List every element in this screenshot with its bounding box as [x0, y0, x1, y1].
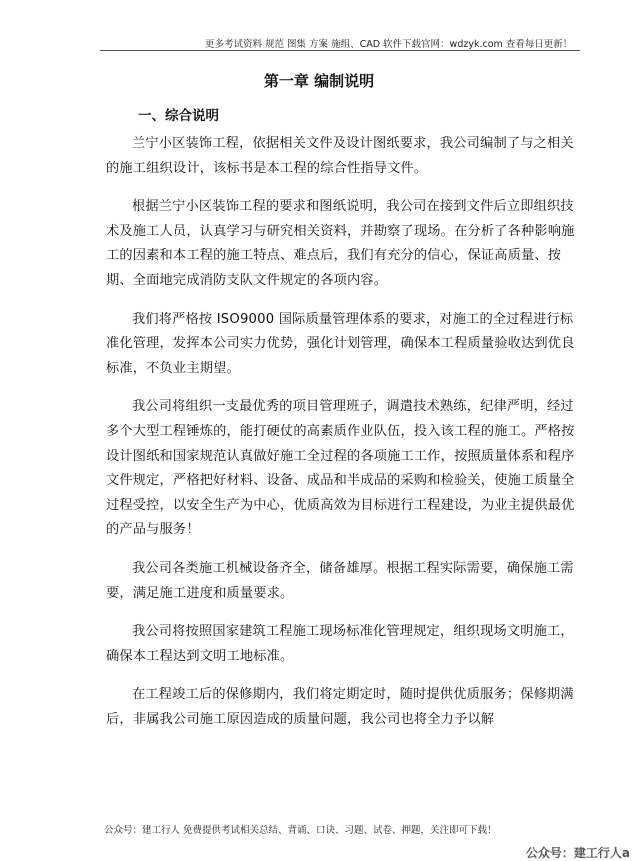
paragraph: 兰宁小区装饰工程，依据相关文件及设计图纸要求，我公司编制了与之相关的施工组织设计，该标书是本工程的综合性指导文件。 — [106, 136, 574, 176]
watermark-text: 公众号：建工行人a — [525, 846, 630, 860]
section-title: 一、综合说明 — [138, 108, 219, 124]
paragraph: 我公司各类施工机械设备齐全，储备雄厚。根据工程实际需要，确保施工需要，满足施工进度和质量要求。 — [106, 560, 574, 601]
paragraph: 我公司将按照国家建筑工程施工现场标准化管理规定，组织现场文明施工，确保本工程达到文明工地标准。 — [106, 624, 574, 664]
paragraph: 我公司将组织一支最优秀的项目管理班子，调遣技术熟练，纪律严明，经过多个大型工程锤炼的，能打硬仗的高素质作业队伍，投入该工程的施工。严格按设计图纸和国家规范认真做好施工全过程的各项施工工作，按照质量体系和程序文件规定，严格把好材料、设备、成品和半成品的采购和检验关，使施工质量全过程受控，以安全生产为中心，优质高效为目标进行工程建设，为业主提供最优的产品与服务！ — [106, 399, 575, 538]
paragraph: 在工程竣工后的保修期内，我们将定期定时，随时提供优质服务；保修期满后，非属我公司施工原因造成的质量问题，我公司也将全力予以解 — [106, 687, 574, 727]
header-divider — [100, 50, 580, 51]
chapter-title: 第一章 编制说明 — [263, 72, 375, 90]
page-footer-text: 公众号：建工行人 免费提供考试相关总结、背诵、口诀、习题、试卷、押题，关注即可下载！ — [104, 825, 497, 836]
page-header-text: 更多考试资料 规范 图集 方案 施组、CAD 软件下载官网：wdzyk.com 查看每日更新！ — [205, 39, 573, 50]
paragraph: 我们将严格按 ISO9000 国际质量管理体系的要求，对施工的全过程进行标准化管理，发挥本公司实力优势，强化计划管理，确保本工程质量验收达到优良标准，不负业主期望。 — [106, 311, 575, 376]
paragraph: 根据兰宁小区装饰工程的要求和图纸说明，我公司在接到文件后立即组织技术及施工人员，认真学习与研究相关资料，并勘察了现场。在分析了各种影响施工的因素和本工程的施工特点、难点后，我们有充分的信心，保证高质量、按期、全面地完成消防支队文件规定的各项内容。 — [106, 199, 575, 288]
document-body — [106, 132, 586, 732]
